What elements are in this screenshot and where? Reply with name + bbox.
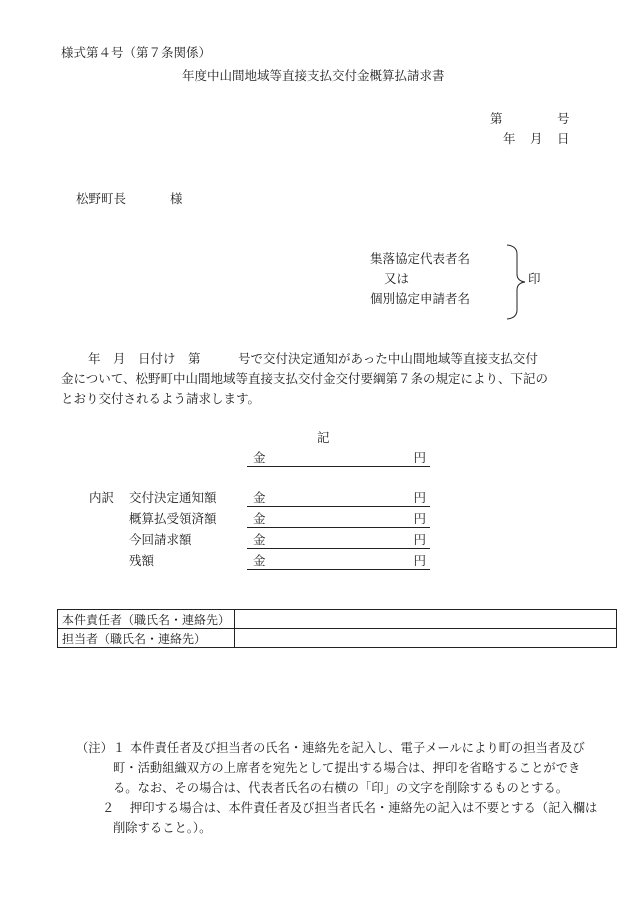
currency-prefix: 金: [253, 511, 266, 526]
breakdown-label: 内訳: [89, 490, 115, 505]
date-year: 年: [503, 131, 516, 146]
form-label: 様式第４号（第７条関係）: [61, 45, 212, 60]
note-1-line-3: る。なお、その場合は、代表者氏名の右横の「印」の文字を削除するものとする。: [113, 781, 568, 795]
applicant-line1: 集落協定代表者名: [370, 251, 471, 266]
currency-prefix: 金: [253, 532, 266, 547]
currency-suffix: 円: [413, 532, 426, 547]
note-1-line-2: 町・活動組織双方の上席者を宛先として提出する場合は、押印を省略することができ: [113, 761, 581, 775]
amount-line: [247, 553, 430, 570]
table-row: [58, 629, 617, 648]
currency-suffix: 円: [413, 450, 426, 465]
request-line-1: 年 月 日付け 第 号で交付決定通知があった中山間地域等直接支払交付: [88, 351, 538, 366]
doc-number-prefix: 第: [490, 111, 503, 126]
note-2-number: ２: [102, 801, 115, 815]
addressee-honorific: 様: [170, 191, 183, 206]
note-prefix: （注）１: [76, 741, 126, 755]
right-brace-icon: [505, 244, 527, 320]
currency-prefix: 金: [253, 490, 266, 505]
applicant-line2: 又は: [384, 271, 410, 286]
item-label: 交付決定通知額: [129, 490, 217, 505]
contact-table: [57, 609, 617, 648]
request-line-3: とおり交付されるよう請求します。: [61, 391, 261, 406]
item-label: 残額: [129, 553, 155, 568]
request-line-2: 金について、松野町中山間地域等直接支払交付金交付要綱第７条の規定により、下記の: [61, 371, 549, 386]
doc-number-suffix: 号: [557, 111, 570, 126]
notes-section: [76, 738, 598, 838]
addressee-name: 松野町長: [76, 191, 127, 206]
document-title: 年度中山間地域等直接支払交付金概算払請求書: [182, 68, 445, 83]
currency-prefix: 金: [253, 450, 266, 465]
person-in-charge-field[interactable]: [235, 629, 617, 648]
currency-suffix: 円: [413, 490, 426, 505]
note-2-line-1: 押印する場合は、本件責任者及び担当者氏名・連絡先の記入は不要とする（記入欄は: [130, 801, 598, 815]
currency-suffix: 円: [413, 511, 426, 526]
applicant-line3: 個別協定申請者名: [370, 291, 471, 306]
item-label: 今回請求額: [129, 532, 192, 547]
amount-line: [247, 511, 430, 528]
note-2-line-2: 削除すること。）。: [113, 821, 212, 835]
date-day: 日: [557, 131, 570, 146]
currency-prefix: 金: [253, 553, 266, 568]
responsible-field[interactable]: [235, 610, 617, 629]
responsible-label: 本件責任者（職氏名・連絡先）: [58, 610, 235, 629]
amount-line: [247, 532, 430, 549]
note-1-line-1: 本件責任者及び担当者の氏名・連絡先を記入し、電子メールにより町の担当者及び: [130, 741, 585, 755]
seal-mark: 印: [528, 271, 541, 286]
person-in-charge-label: 担当者（職氏名・連絡先）: [58, 629, 235, 648]
date-month: 月: [530, 131, 543, 146]
currency-suffix: 円: [413, 553, 426, 568]
item-label: 概算払受領済額: [129, 511, 217, 526]
table-row: [58, 610, 617, 629]
amount-line: [247, 490, 430, 507]
total-amount-line: [247, 450, 430, 467]
ki-heading: 記: [317, 430, 330, 445]
request-paragraph: [61, 349, 591, 409]
